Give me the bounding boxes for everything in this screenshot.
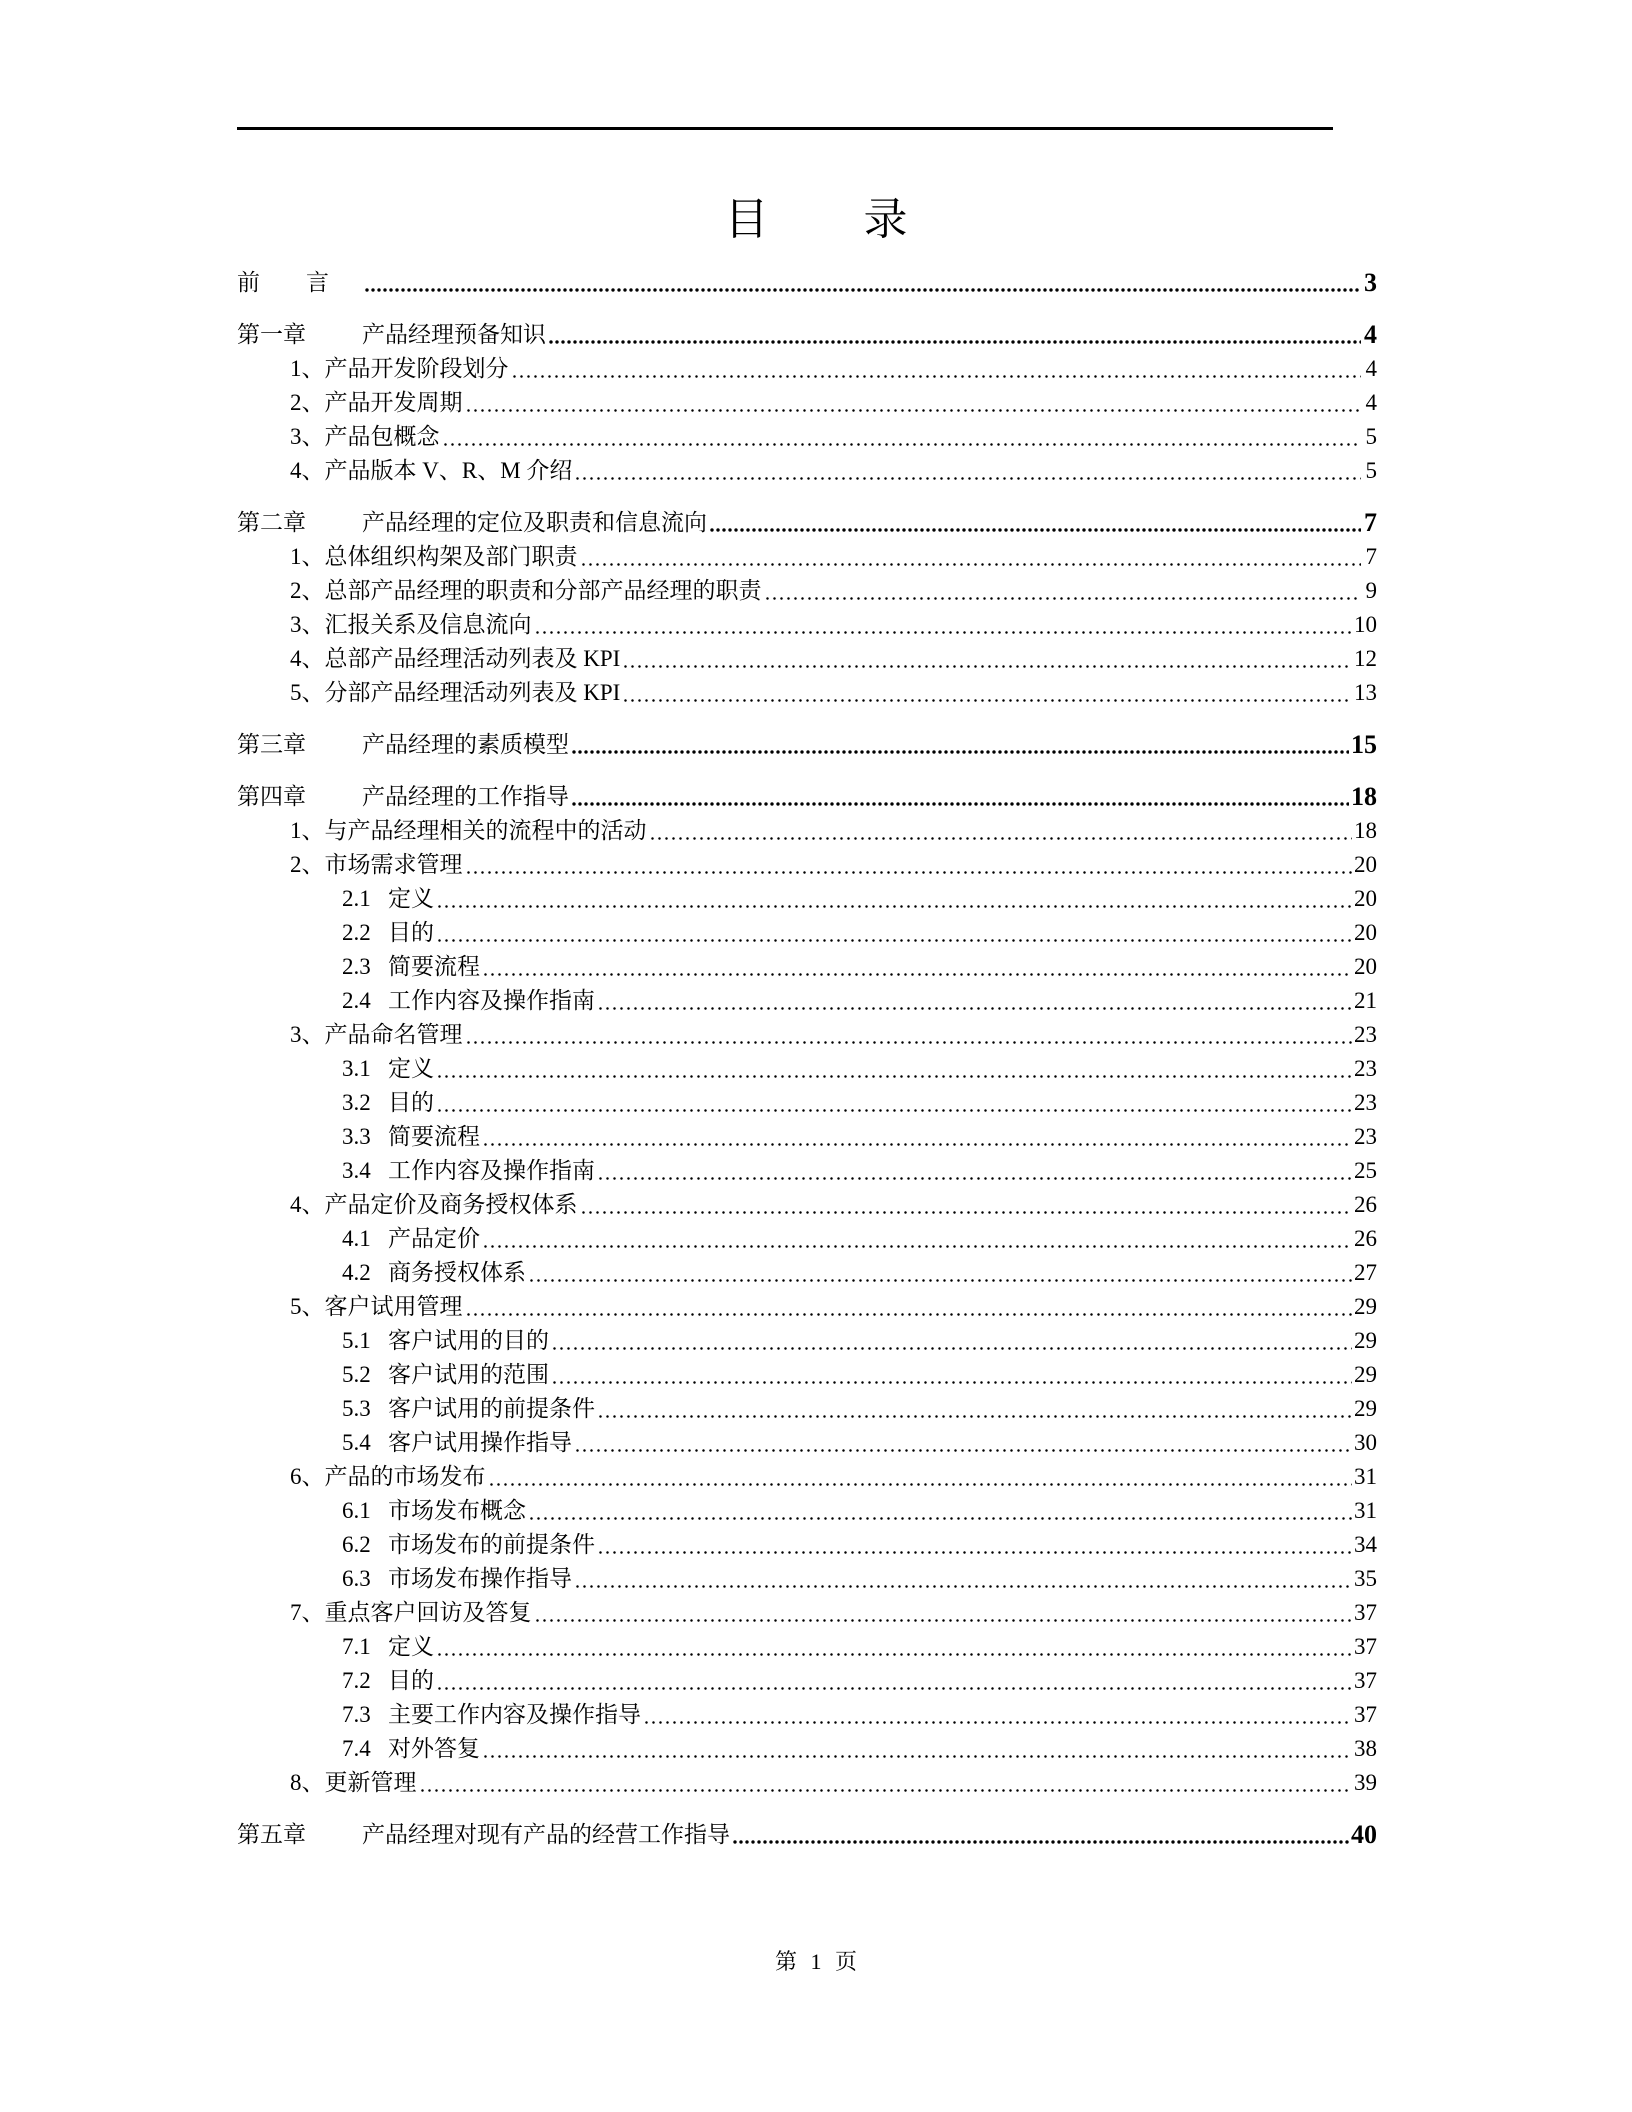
toc-entry-label (290, 816, 649, 846)
toc-entry-label (290, 644, 622, 674)
toc-entry-label (342, 1564, 574, 1594)
page-title: 目 录 (724, 195, 950, 244)
toc-entry-title: 定义 (388, 886, 434, 911)
toc-entry-label (342, 1054, 436, 1084)
toc-entry-number: 2、 (290, 390, 325, 415)
toc-entry-title: 重点客户回访及答复 (324, 1600, 532, 1625)
toc-entry-label (290, 422, 442, 452)
toc-page-number: 26 (1354, 1192, 1377, 1217)
dot-leader (482, 1122, 1352, 1152)
dot-leader (528, 1496, 1352, 1526)
dot-leader (528, 1258, 1352, 1288)
toc-entry-number: 7.1 (342, 1634, 371, 1659)
toc-page-number: 39 (1354, 1770, 1377, 1795)
dot-leader (482, 1224, 1352, 1254)
toc-entry-title: 产品经理的素质模型 (362, 732, 569, 758)
dot-leader (436, 918, 1352, 948)
toc-entry-title: 客户试用的范围 (388, 1362, 549, 1387)
toc-page-number: 21 (1354, 988, 1377, 1013)
toc-entry-title: 产品版本 V、R、M 介绍 (324, 458, 573, 483)
toc-entry-number: 5.4 (342, 1430, 371, 1455)
dot-leader (622, 644, 1352, 674)
dot-leader (622, 678, 1352, 708)
toc-section-entry[interactable] (342, 1526, 1377, 1560)
toc-page-number: 37 (1354, 1668, 1377, 1693)
toc-entry-label (290, 610, 534, 640)
toc-entry-label (342, 1734, 482, 1764)
toc-section-entry[interactable] (342, 1084, 1377, 1118)
toc-entry-label (290, 1020, 465, 1050)
toc-entry-title: 汇报关系及信息流向 (324, 612, 532, 637)
toc-section-entry[interactable] (290, 1594, 1377, 1628)
toc-entry-number: 第四章 (237, 784, 306, 810)
toc-entry-title: 客户试用管理 (324, 1294, 463, 1319)
toc-entry-number: 7.4 (342, 1736, 371, 1761)
toc-page-number: 4 (1365, 390, 1377, 415)
toc-entry-label (342, 1360, 551, 1390)
toc-entry-label (290, 456, 574, 486)
toc-section-entry[interactable] (290, 538, 1377, 572)
toc-entry-number: 2、 (290, 578, 325, 603)
toc-entry-number: 6、 (290, 1464, 325, 1489)
toc-entry-number: 3.1 (342, 1056, 371, 1081)
toc-entry-number: 2、 (290, 852, 325, 877)
toc-page-number: 5 (1365, 458, 1377, 483)
toc-section-entry[interactable] (342, 1560, 1377, 1594)
toc-entry-label (342, 1496, 528, 1526)
toc-entry-number: 5、 (290, 680, 325, 705)
toc-page-number: 23 (1354, 1124, 1377, 1149)
dot-leader (597, 986, 1352, 1016)
toc-entry-label (342, 1428, 574, 1458)
toc-section-entry[interactable] (342, 1254, 1377, 1288)
toc-entry-number: 前 言 (237, 270, 329, 296)
toc-entry-number: 3.4 (342, 1158, 371, 1183)
toc-entry-number: 4、 (290, 646, 325, 671)
dot-leader (548, 320, 1361, 350)
toc-entry-title: 工作内容及操作指南 (388, 1158, 595, 1183)
dot-leader (574, 1564, 1352, 1594)
dot-leader (551, 1326, 1352, 1356)
toc-entry-title: 客户试用操作指导 (388, 1430, 572, 1455)
toc-section-entry[interactable] (290, 1288, 1377, 1322)
toc-entry-label (342, 986, 597, 1016)
toc-entry-label (342, 1122, 482, 1152)
toc-entry-label (290, 388, 465, 418)
toc-page-number: 20 (1354, 886, 1377, 911)
toc-section-entry[interactable] (290, 452, 1377, 486)
toc-entry-label (342, 1224, 482, 1254)
toc-page-number: 20 (1354, 852, 1377, 877)
toc-entry-label (290, 678, 622, 708)
toc-entry-title: 简要流程 (388, 1124, 480, 1149)
toc-section-entry[interactable] (342, 1696, 1377, 1730)
toc-entry-title: 产品命名管理 (324, 1022, 463, 1047)
toc-page-number: 13 (1354, 680, 1377, 705)
toc-entry-number: 5.3 (342, 1396, 371, 1421)
toc-entry-number: 第三章 (237, 732, 306, 758)
toc-entry-title: 客户试用的前提条件 (388, 1396, 595, 1421)
toc-page-number: 27 (1354, 1260, 1377, 1285)
toc-chapter-entry[interactable] (237, 316, 1377, 350)
toc-section-entry[interactable] (290, 640, 1377, 674)
dot-leader (482, 952, 1352, 982)
dot-leader (436, 1088, 1352, 1118)
toc-entry-label (290, 1292, 465, 1322)
dot-leader (534, 610, 1353, 640)
toc-chapter-entry[interactable] (237, 1816, 1377, 1850)
toc-entry-title: 产品包概念 (324, 424, 440, 449)
toc-page-number: 34 (1354, 1532, 1377, 1557)
toc-page-number: 20 (1354, 920, 1377, 945)
toc-section-entry[interactable] (342, 948, 1377, 982)
toc-chapter-entry[interactable] (237, 778, 1377, 812)
toc-page-number: 10 (1354, 612, 1377, 637)
toc-entry-number: 4.1 (342, 1226, 371, 1251)
toc-entry-label (237, 730, 571, 760)
toc-entry-number: 3.2 (342, 1090, 371, 1115)
toc-entry-label (290, 1462, 488, 1492)
toc-entry-title: 产品开发周期 (324, 390, 463, 415)
toc-section-entry[interactable] (342, 1152, 1377, 1186)
toc-page-number: 18 (1354, 818, 1377, 843)
toc-entry-title: 产品的市场发布 (324, 1464, 486, 1489)
dot-leader (465, 1020, 1353, 1050)
toc-entry-label (342, 1666, 436, 1696)
toc-entry-label (237, 508, 709, 538)
toc-page-number: 40 (1351, 1820, 1377, 1849)
toc-entry-number: 5、 (290, 1294, 325, 1319)
toc-entry-label (342, 1088, 436, 1118)
toc-entry-title: 产品定价 (388, 1226, 480, 1251)
toc-entry-number: 6.2 (342, 1532, 371, 1557)
toc-entry-number: 2.3 (342, 954, 371, 979)
toc-entry-label (342, 1632, 436, 1662)
dot-leader (442, 422, 1362, 452)
toc-entry-label (290, 1598, 534, 1628)
toc-page-number: 37 (1354, 1600, 1377, 1625)
toc-entry-title: 对外答复 (388, 1736, 480, 1761)
toc-entry-title: 产品定价及商务授权体系 (324, 1192, 578, 1217)
toc-section-entry[interactable] (342, 1118, 1377, 1152)
toc-entry-number: 8、 (290, 1770, 325, 1795)
dot-leader (465, 850, 1353, 880)
dot-leader (580, 1190, 1353, 1220)
toc-entry-number: 5.2 (342, 1362, 371, 1387)
toc-entry-number: 7、 (290, 1600, 325, 1625)
toc-entry-label (342, 1156, 597, 1186)
dot-leader (643, 1700, 1352, 1730)
toc-page-number: 37 (1354, 1702, 1377, 1727)
toc-entry-title: 目的 (388, 920, 434, 945)
toc-entry-number: 4、 (290, 458, 325, 483)
toc-entry-title: 目的 (388, 1668, 434, 1693)
toc-entry-label (342, 1258, 528, 1288)
toc-page-number: 29 (1354, 1328, 1377, 1353)
toc-page-number: 20 (1354, 954, 1377, 979)
toc-page-number: 26 (1354, 1226, 1377, 1251)
toc-section-entry[interactable] (342, 1424, 1377, 1458)
toc-entry-title: 分部产品经理活动列表及 KPI (324, 680, 621, 705)
dot-leader (436, 884, 1352, 914)
dot-leader (465, 388, 1362, 418)
toc-entry-label (290, 576, 764, 606)
toc-page-number: 7 (1364, 508, 1377, 537)
toc-entry-label (342, 1326, 551, 1356)
toc-chapter-entry[interactable] (237, 726, 1377, 760)
toc-page-number: 35 (1354, 1566, 1377, 1591)
toc-entry-number: 6.3 (342, 1566, 371, 1591)
toc-entry-title: 市场发布的前提条件 (388, 1532, 595, 1557)
toc-entry-number: 7.3 (342, 1702, 371, 1727)
toc-entry-title: 产品经理的工作指导 (362, 784, 569, 810)
toc-entry-label (342, 952, 482, 982)
dot-leader (571, 782, 1349, 812)
toc-page-number: 4 (1364, 320, 1377, 349)
toc-page-number: 30 (1354, 1430, 1377, 1455)
toc-entry-label (342, 1700, 643, 1730)
dot-leader (511, 354, 1362, 384)
toc-chapter-entry[interactable] (237, 504, 1377, 538)
toc-page-number: 31 (1354, 1498, 1377, 1523)
toc-entry-title: 工作内容及操作指南 (388, 988, 595, 1013)
dot-leader (764, 576, 1362, 606)
toc-entry-title: 市场发布操作指导 (388, 1566, 572, 1591)
toc-entry-number: 2.2 (342, 920, 371, 945)
toc-entry-number: 3、 (290, 1022, 325, 1047)
toc-entry-number: 第五章 (237, 1822, 306, 1848)
toc-entry-title: 与产品经理相关的流程中的活动 (324, 818, 647, 843)
toc-entry-number: 第一章 (237, 322, 306, 348)
toc-page-number: 38 (1354, 1736, 1377, 1761)
toc-page-number: 23 (1354, 1090, 1377, 1115)
toc-section-entry[interactable] (290, 674, 1377, 708)
toc-section-entry[interactable] (290, 572, 1377, 606)
dot-leader (364, 268, 1361, 298)
toc-page-number: 29 (1354, 1362, 1377, 1387)
toc-section-entry[interactable] (290, 384, 1377, 418)
toc-entry-label (290, 850, 465, 880)
toc-entry-number: 3.3 (342, 1124, 371, 1149)
toc-entry-number: 4、 (290, 1192, 325, 1217)
dot-leader (732, 1820, 1349, 1850)
toc-section-entry[interactable] (290, 1458, 1377, 1492)
toc-page-number: 15 (1351, 730, 1377, 759)
toc-section-entry[interactable] (342, 1356, 1377, 1390)
toc-page-number: 3 (1364, 268, 1377, 297)
toc-section-entry[interactable] (342, 1492, 1377, 1526)
toc-section-entry[interactable] (342, 1730, 1377, 1764)
toc-section-entry[interactable] (290, 350, 1377, 384)
toc-entry-title: 客户试用的目的 (388, 1328, 549, 1353)
toc-section-entry[interactable] (290, 1764, 1377, 1798)
toc-page-number: 9 (1365, 578, 1377, 603)
toc-entry-title: 市场需求管理 (324, 852, 463, 877)
toc-section-entry[interactable] (342, 1220, 1377, 1254)
toc-entry-number: 7.2 (342, 1668, 371, 1693)
dot-leader (597, 1530, 1352, 1560)
toc-page-number: 23 (1354, 1056, 1377, 1081)
toc-page-number: 23 (1354, 1022, 1377, 1047)
toc-section-entry[interactable] (290, 1016, 1377, 1050)
toc-entry-number: 6.1 (342, 1498, 371, 1523)
dot-leader (465, 1292, 1353, 1322)
toc-page-number: 37 (1354, 1634, 1377, 1659)
toc-section-entry[interactable] (342, 880, 1377, 914)
toc-entry-label (342, 1530, 597, 1560)
dot-leader (597, 1156, 1352, 1186)
toc-entry-title: 产品经理对现有产品的经营工作指导 (362, 1822, 730, 1848)
dot-leader (436, 1632, 1352, 1662)
toc-page-number: 18 (1351, 782, 1377, 811)
toc-entry-label (342, 884, 436, 914)
toc-entry-title: 产品开发阶段划分 (324, 356, 509, 381)
dot-leader (580, 542, 1362, 572)
toc-page-number: 7 (1365, 544, 1377, 569)
toc-entry-title: 目的 (388, 1090, 434, 1115)
toc-page-number: 4 (1365, 356, 1377, 381)
toc-section-entry[interactable] (342, 1322, 1377, 1356)
page-footer: 第 1 页 (774, 1949, 857, 1974)
dot-leader (534, 1598, 1353, 1628)
toc-entry-label (342, 1394, 597, 1424)
toc-entry-title: 更新管理 (324, 1770, 417, 1795)
dot-leader (488, 1462, 1353, 1492)
toc-entry-label (290, 1768, 419, 1798)
toc-entry-title: 总部产品经理的职责和分部产品经理的职责 (324, 578, 762, 603)
toc-page-number: 29 (1354, 1294, 1377, 1319)
toc-entry-title: 总部产品经理活动列表及 KPI (324, 646, 621, 671)
toc-section-entry[interactable] (342, 1390, 1377, 1424)
dot-leader (709, 508, 1361, 538)
toc-entry-label (237, 320, 548, 350)
toc-section-entry[interactable] (342, 1050, 1377, 1084)
dot-leader (436, 1054, 1352, 1084)
toc-entry-title: 简要流程 (388, 954, 480, 979)
toc-page-number: 31 (1354, 1464, 1377, 1489)
toc-entry-number: 1、 (290, 544, 325, 569)
dot-leader (597, 1394, 1352, 1424)
toc-entry-number: 2.4 (342, 988, 371, 1013)
dot-leader (574, 456, 1361, 486)
toc-section-entry[interactable] (290, 418, 1377, 452)
toc-entry-label (237, 1820, 732, 1850)
toc-entry-number: 5.1 (342, 1328, 371, 1353)
toc-entry-label (237, 268, 364, 298)
toc-entry-label (290, 1190, 580, 1220)
header-rule (237, 127, 1333, 130)
toc-entry-title: 主要工作内容及操作指导 (388, 1702, 641, 1727)
toc-section-entry[interactable] (290, 1186, 1377, 1220)
toc-section-entry[interactable] (342, 1662, 1377, 1696)
toc-chapter-entry[interactable] (237, 264, 1377, 298)
toc-entry-label (290, 354, 511, 384)
dot-leader (649, 816, 1353, 846)
toc-entry-label (342, 918, 436, 948)
toc-entry-title: 定义 (388, 1056, 434, 1081)
toc-entry-title: 产品经理的定位及职责和信息流向 (362, 510, 707, 536)
toc-page-number: 25 (1354, 1158, 1377, 1183)
dot-leader (571, 730, 1349, 760)
toc-entry-number: 第二章 (237, 510, 306, 536)
dot-leader (419, 1768, 1353, 1798)
toc-entry-number: 1、 (290, 356, 325, 381)
toc-entry-number: 3、 (290, 424, 325, 449)
toc-entry-label (290, 542, 580, 572)
dot-leader (574, 1428, 1352, 1458)
toc-section-entry[interactable] (290, 812, 1377, 846)
dot-leader (436, 1666, 1352, 1696)
dot-leader (551, 1360, 1352, 1390)
toc-entry-title: 总体组织构架及部门职责 (324, 544, 578, 569)
toc-section-entry[interactable] (342, 1628, 1377, 1662)
toc-entry-number: 1、 (290, 818, 325, 843)
toc-entry-number: 3、 (290, 612, 325, 637)
toc-page-number: 5 (1365, 424, 1377, 449)
toc-entry-title: 市场发布概念 (388, 1498, 526, 1523)
dot-leader (482, 1734, 1352, 1764)
toc-section-entry[interactable] (342, 914, 1377, 948)
toc-page-number: 12 (1354, 646, 1377, 671)
toc-entry-title: 商务授权体系 (388, 1260, 526, 1285)
toc-section-entry[interactable] (290, 606, 1377, 640)
toc-entry-title: 定义 (388, 1634, 434, 1659)
toc-entry-label (237, 782, 571, 812)
toc-entry-number: 4.2 (342, 1260, 371, 1285)
toc-entry-title: 产品经理预备知识 (362, 322, 546, 348)
toc-section-entry[interactable] (290, 846, 1377, 880)
toc-page-number: 29 (1354, 1396, 1377, 1421)
toc-entry-number: 2.1 (342, 886, 371, 911)
toc-section-entry[interactable] (342, 982, 1377, 1016)
